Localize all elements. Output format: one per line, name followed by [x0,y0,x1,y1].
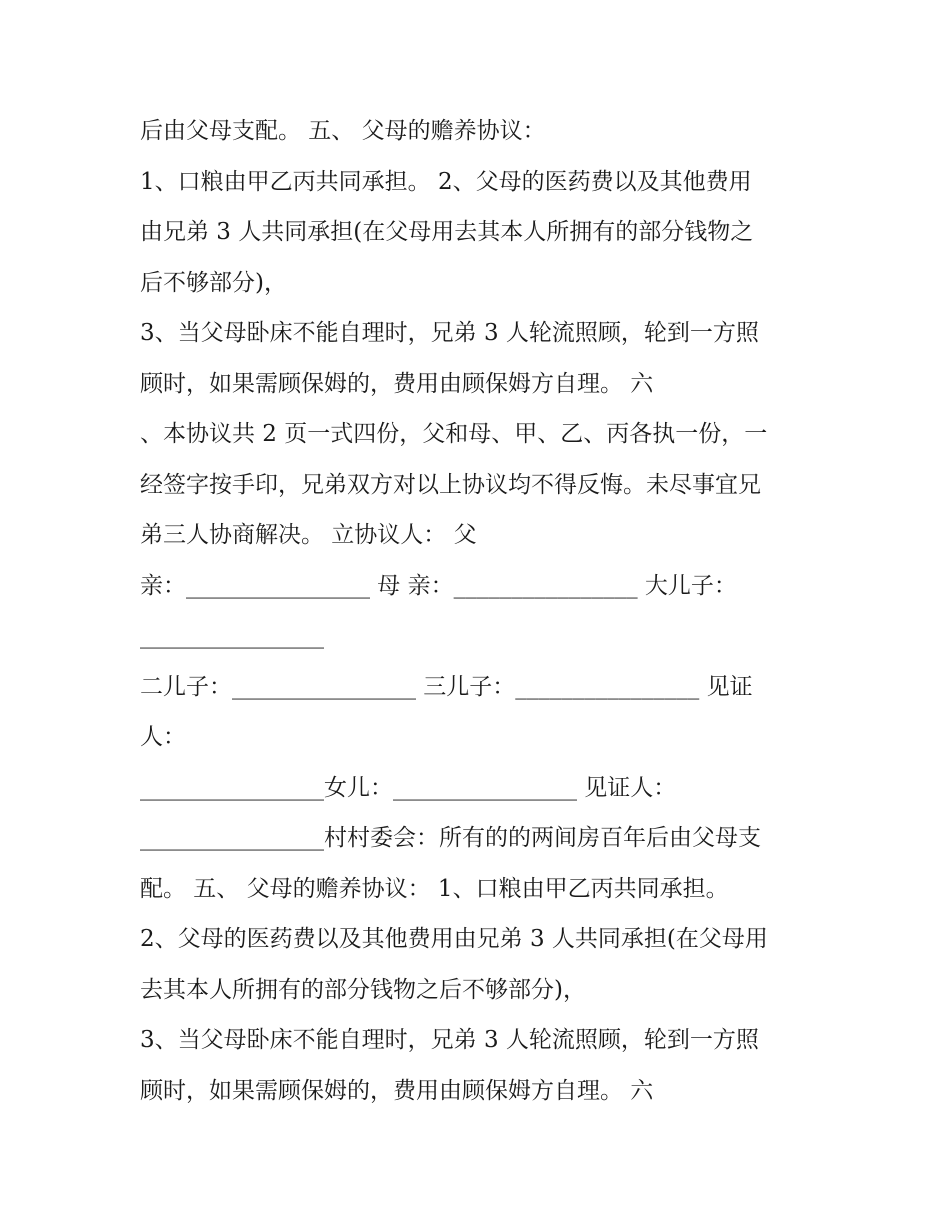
text-line: 2、父母的医药费以及其他费用由兄弟 3 人共同承担(在父母用 [140,926,768,952]
text-line: 、本协议共 2 页一式四份，父和母、甲、乙、丙各执一份，一 [140,421,768,447]
document-body [140,106,820,1116]
signature-line: ________________村村委会：所有的的两间房百年后由父母支 [140,825,761,851]
text-line: 去其本人所拥有的部分钱物之后不够部分)， [140,976,586,1003]
signature-line: 亲：________________ 母 亲：________________ 大儿子： [140,572,737,599]
text-line: 顾时，如果需顾保姆的，费用由顾保姆方自理。 六 [140,1077,654,1104]
text-line: 顾时，如果需顾保姆的，费用由顾保姆方自理。 六 [140,370,654,397]
text-line: 由兄弟 3 人共同承担(在父母用去其本人所拥有的部分钱物之 [140,219,754,245]
signature-line: ________________ [140,623,324,649]
signature-line: ________________女儿：________________ 见证人： [140,774,677,801]
text-line: 3、当父母卧床不能自理时，兄弟 3 人轮流照顾，轮到一方照 [140,320,759,346]
text-line: 后由父母支配。 五、 父母的赡养协议： [140,118,546,144]
text-line: 3、当父母卧床不能自理时，兄弟 3 人轮流照顾，轮到一方照 [140,1027,759,1053]
text-line: 经签字按手印，兄弟双方对以上协议均不得反悔。未尽事宜兄 [140,471,761,498]
signature-line: 二儿子：________________ 三儿子：________________ 见证 [140,673,753,700]
text-line: 后不够部分)， [140,269,287,296]
text-line: 弟三人协商解决。 立协议人： 父 [140,522,477,548]
signature-line: 人： [140,724,186,750]
text-line: 配。 五、 父母的赡养协议： 1、口粮由甲乙丙共同承担。 [140,875,729,902]
text-line: 1、口粮由甲乙丙共同承担。 2、父母的医药费以及其他费用 [140,168,752,195]
